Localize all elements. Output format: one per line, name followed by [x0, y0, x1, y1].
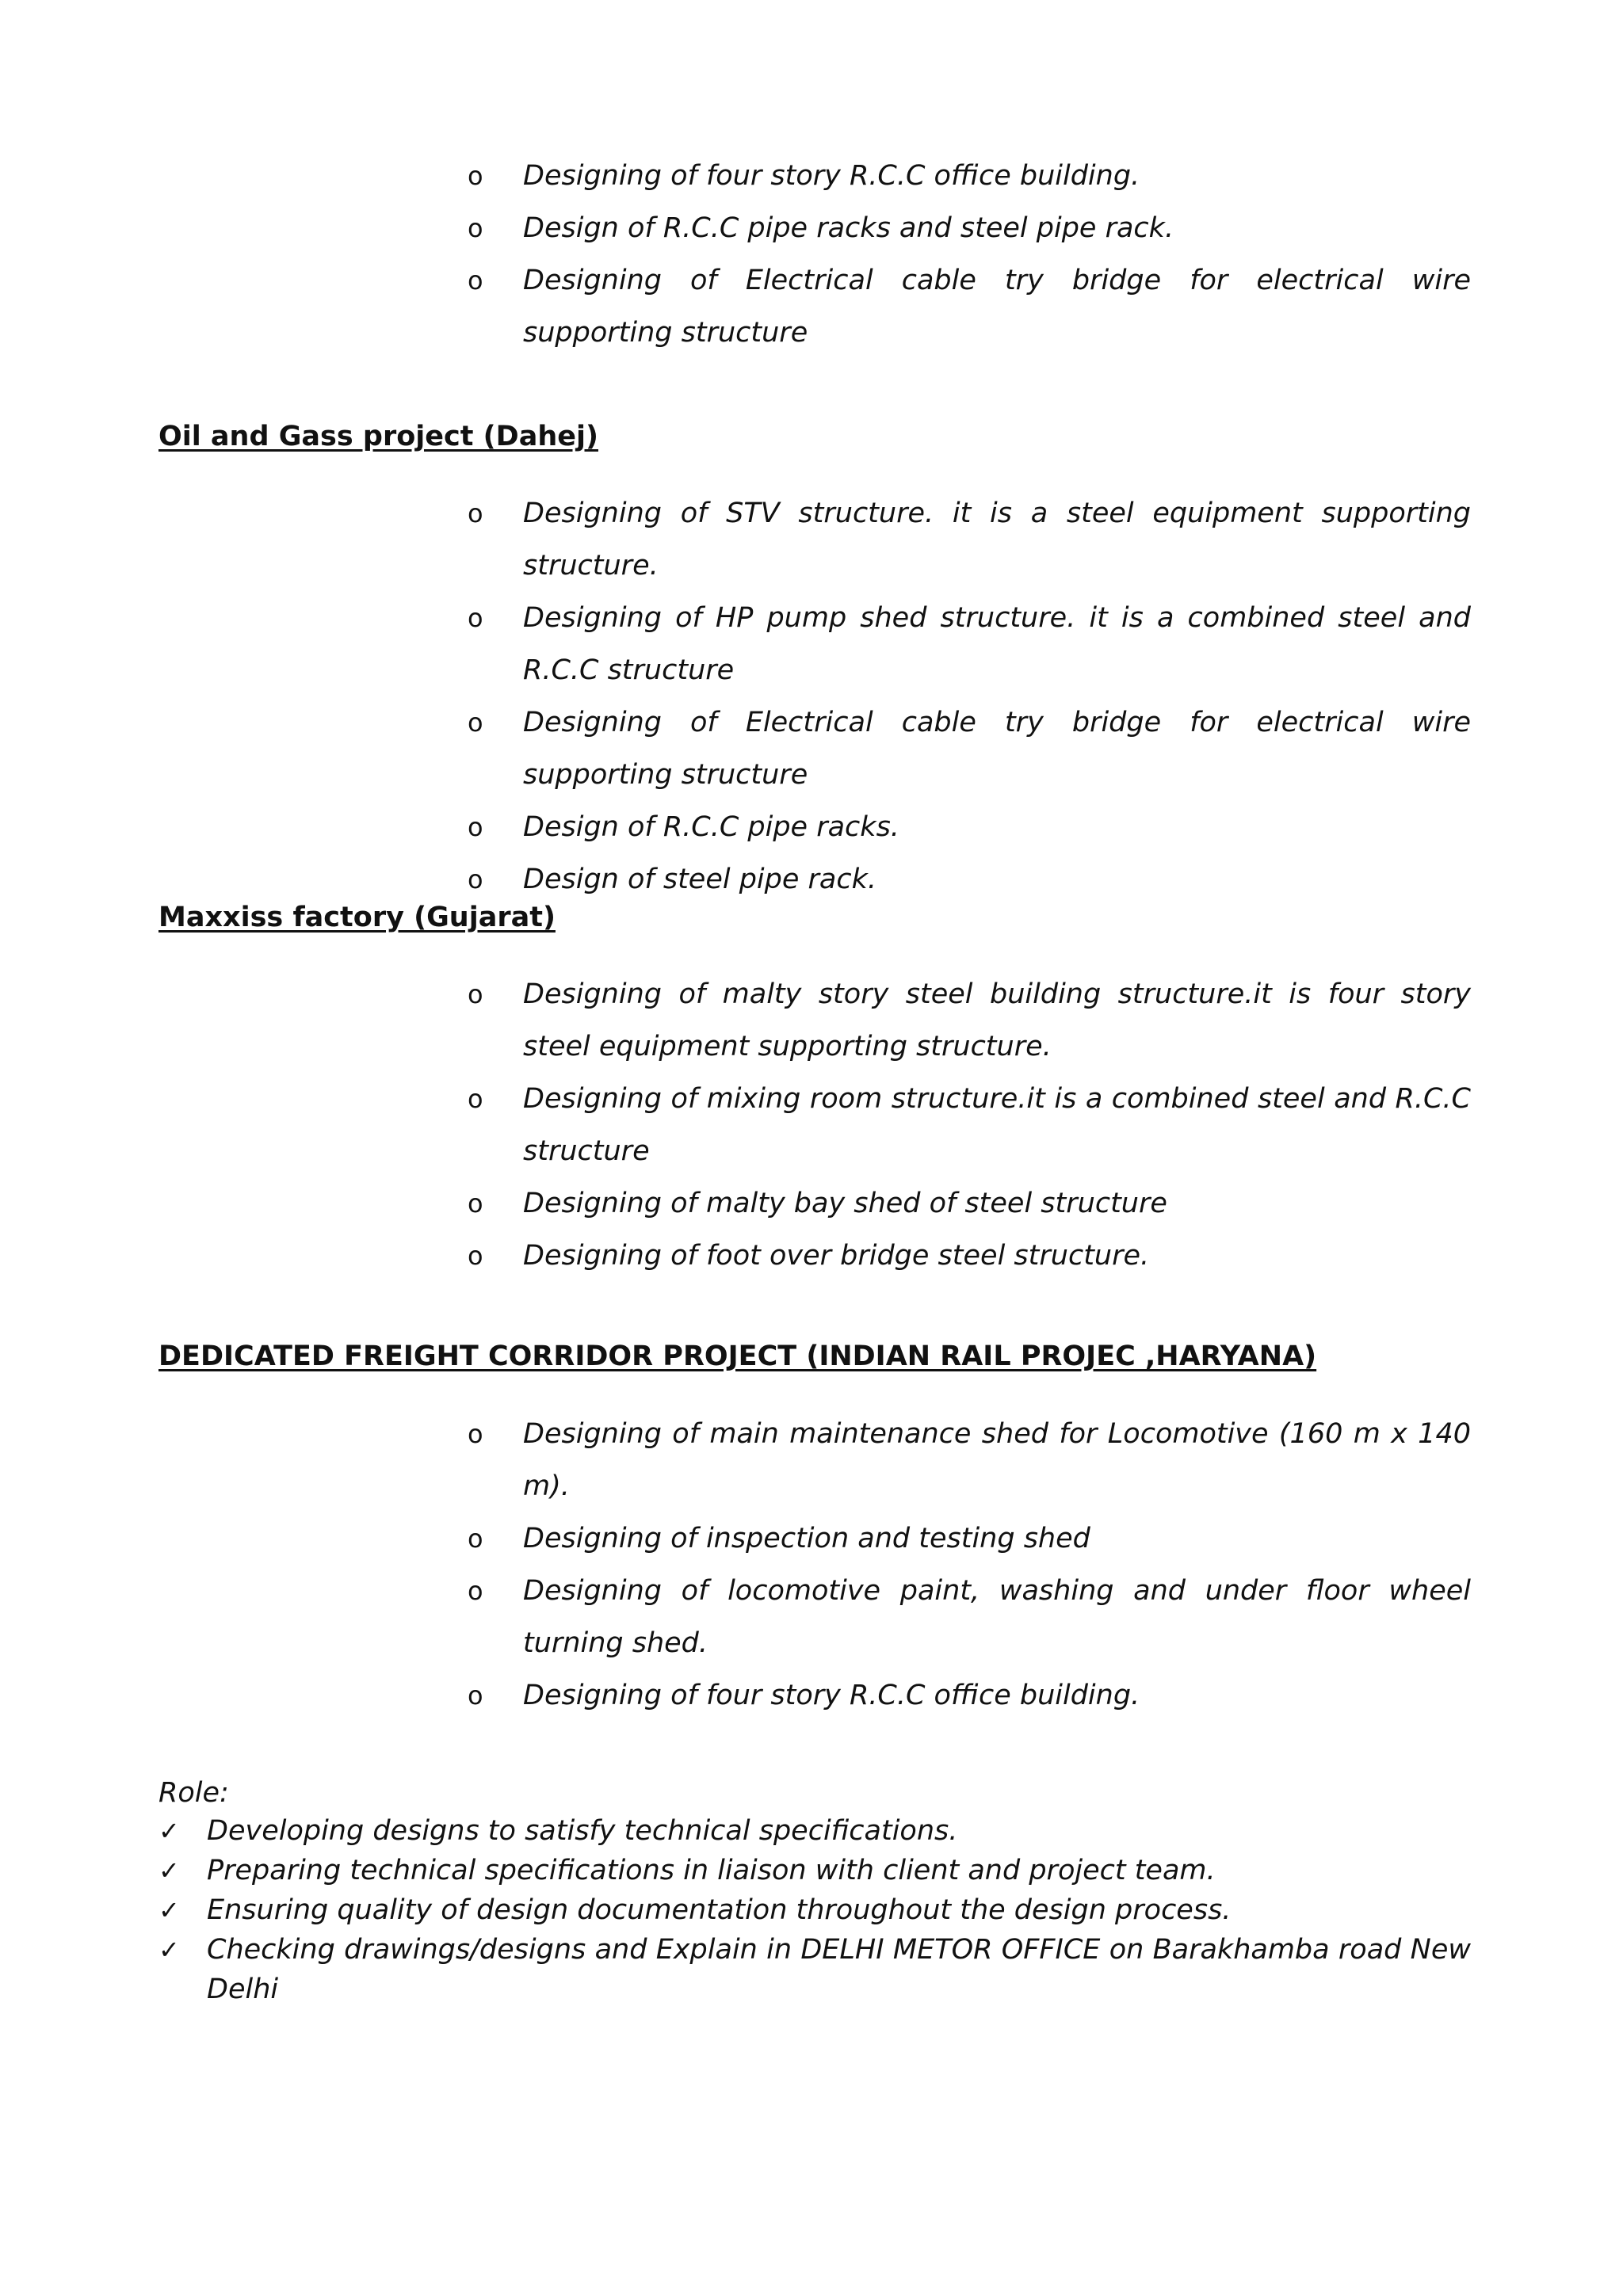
list-item: ✓ Checking drawings/designs and Explain in DELHI METOR OFFICE on Barakhamba road New Delhi	[158, 1930, 1471, 2009]
list-item: o Designing of malty story steel building structure.it is four story steel equipment supporting structure.	[468, 968, 1471, 1073]
dfc-list	[468, 1408, 1471, 1722]
bullet-marker: o	[468, 707, 483, 738]
role-list	[158, 1811, 1471, 2009]
section-heading-dfc: DEDICATED FREIGHT CORRIDOR PROJECT (INDIAN RAIL PROJEC ,HARYANA)	[158, 1341, 1317, 1372]
bullet-marker: o	[468, 1188, 483, 1219]
list-item: o Designing of four story R.C.C office building.	[468, 150, 1471, 202]
list-item: ✓ Preparing technical specifications in liaison with client and project team.	[158, 1851, 1471, 1890]
checkmark-icon: ✓	[158, 1895, 180, 1925]
bullet-marker: o	[468, 1419, 483, 1449]
bullet-marker: o	[468, 864, 483, 894]
bullet-marker: o	[468, 161, 483, 191]
section-heading-oil-gas: Oil and Gass project (Dahej)	[158, 421, 598, 452]
section-heading-maxxiss: Maxxiss factory (Gujarat)	[158, 902, 556, 933]
list-item: o Design of steel pipe rack.	[468, 853, 1471, 906]
list-item: o Designing of STV structure. it is a steel equipment supporting structure.	[468, 487, 1471, 592]
role-title: Role:	[158, 1777, 229, 1809]
list-item: o Designing of malty bay shed of steel structure	[468, 1177, 1471, 1230]
oil-gas-list	[468, 487, 1471, 906]
list-item: o Designing of four story R.C.C office building.	[468, 1669, 1471, 1722]
checkmark-icon: ✓	[158, 1816, 180, 1846]
list-item: o Design of R.C.C pipe racks and steel pipe rack.	[468, 202, 1471, 254]
list-item: o Designing of mixing room structure.it is a combined steel and R.C.C structure	[468, 1073, 1471, 1177]
bullet-marker: o	[468, 1680, 483, 1711]
list-item: ✓ Ensuring quality of design documentation throughout the design process.	[158, 1890, 1471, 1930]
bullet-marker: o	[468, 812, 483, 842]
bullet-marker: o	[468, 603, 483, 633]
checkmark-icon: ✓	[158, 1935, 180, 1965]
bullet-marker: o	[468, 1084, 483, 1114]
bullet-marker: o	[468, 498, 483, 528]
list-item: o Designing of foot over bridge steel structure.	[468, 1230, 1471, 1282]
list-item: o Designing of locomotive paint, washing and under floor wheel turning shed.	[468, 1565, 1471, 1669]
intro-list	[468, 150, 1471, 359]
maxxiss-list	[468, 968, 1471, 1282]
bullet-marker: o	[468, 1241, 483, 1271]
bullet-marker: o	[468, 1524, 483, 1554]
list-item: o Designing of inspection and testing shed	[468, 1512, 1471, 1565]
bullet-marker: o	[468, 1576, 483, 1606]
bullet-marker: o	[468, 265, 483, 296]
list-item: o Designing of Electrical cable try bridge for electrical wire supporting structure	[468, 254, 1471, 359]
bullet-marker: o	[468, 979, 483, 1009]
bullet-marker: o	[468, 213, 483, 243]
list-item: o Designing of Electrical cable try bridge for electrical wire supporting structure	[468, 696, 1471, 801]
checkmark-icon: ✓	[158, 1855, 180, 1886]
list-item: o Designing of HP pump shed structure. it is a combined steel and R.C.C structure	[468, 592, 1471, 696]
list-item: o Designing of main maintenance shed for Locomotive (160 m x 140 m).	[468, 1408, 1471, 1512]
list-item: o Design of R.C.C pipe racks.	[468, 801, 1471, 853]
list-item: ✓ Developing designs to satisfy technical specifications.	[158, 1811, 1471, 1851]
